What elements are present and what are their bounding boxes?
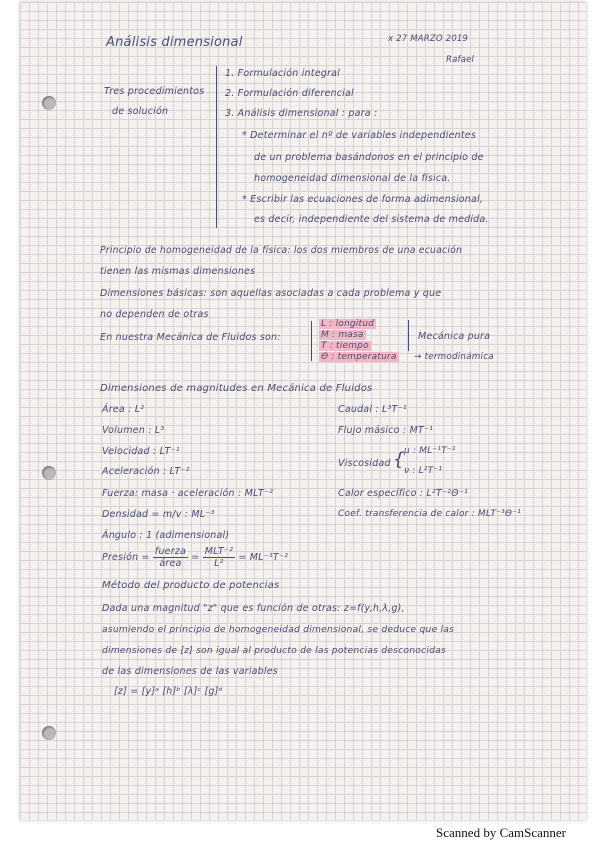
procedures-label-2: de solución	[112, 106, 169, 117]
bullet-1-line-3: homogeneidad dimensional de la física.	[254, 173, 451, 184]
magnitude-flujo-masico: Flujo másico : MT⁻¹	[338, 425, 434, 436]
magnitudes-heading: Dimensiones de magnitudes en Mecánica de Fluidos	[100, 383, 373, 394]
date: x 27 MARZO 2019	[388, 34, 469, 44]
bullet-1-line-1: * Determinar el nº de variables independientes	[242, 130, 476, 141]
magnitude-densidad: Densidad = m/v : ML⁻³	[102, 509, 215, 520]
presion-fraction-1: $\frac{\text{fuerza}}{\text{área}}$	[154, 546, 187, 569]
dimension-mass: M : masa	[321, 330, 364, 340]
author: Rafael	[446, 55, 475, 65]
presion-fraction-2: $\frac{\text{MLT⁻²}}{\text{L²}}$	[204, 546, 234, 569]
magnitude-calor-especifico: Calor específico : L²T⁻²Θ⁻¹	[338, 488, 469, 499]
viscosidad-brace: {	[393, 449, 405, 470]
magnitude-viscosidad: Viscosidad	[338, 458, 391, 469]
magnitude-area: Área : L²	[102, 404, 145, 415]
procedures-bracket	[216, 66, 223, 228]
dimension-temperature: Θ : temperatura	[321, 352, 397, 362]
bullet-1-line-2: de un problema basándonos en el principio de	[254, 152, 484, 163]
punch-hole	[42, 726, 56, 740]
punch-hole	[42, 466, 56, 480]
bullet-2-line-1: * Escribir las ecuaciones de forma adimensional,	[242, 194, 484, 205]
procedure-item-1: 1. Formulación integral	[225, 68, 340, 79]
principle-line-3: Dimensiones básicas: son aquellas asociadas a cada problema y que	[100, 288, 442, 299]
magnitude-aceleracion: Aceleración : LT⁻²	[102, 466, 190, 477]
principle-line-1: Principio de homogeneidad de la física: los dos miembros de una ecuación	[100, 245, 463, 256]
metodo-formula: [z] = [y]ᵃ [h]ᵇ [λ]ᶜ [g]ᵈ	[114, 686, 223, 697]
magnitude-angulo: Ángulo : 1 (adimensional)	[102, 530, 230, 541]
dimensions-bracket	[311, 321, 318, 361]
procedure-item-2: 2. Formulación diferencial	[225, 88, 354, 99]
principle-line-4: no dependen de otras	[100, 309, 209, 320]
metodo-line-2: asumiendo el principio de homogeneidad dimensional, se deduce que las	[102, 624, 455, 635]
mecanica-bracket	[408, 320, 415, 351]
metodo-line-3: dimensiones de [z] son igual al producto de las potencias desconocidas	[102, 645, 446, 656]
dimension-length: L : longitud	[321, 319, 375, 329]
metodo-line-4: de las dimensiones de las variables	[102, 666, 278, 677]
viscosidad-nu: ν : L²T⁻¹	[404, 466, 443, 476]
viscosidad-mu: μ : ML⁻¹T⁻¹	[404, 446, 456, 456]
bullet-2-line-2: es decir, independiente del sistema de medida.	[254, 214, 489, 225]
punch-hole	[42, 96, 56, 110]
principle-line-2: tienen las mismas dimensiones	[100, 266, 256, 277]
magnitude-caudal: Caudal : L³T⁻¹	[338, 404, 407, 415]
notebook-page	[20, 2, 586, 820]
dimension-time: T : tiempo	[321, 341, 369, 351]
scanner-watermark: Scanned by CamScanner	[436, 825, 566, 840]
magnitude-coef-transferencia: Coef. transferencia de calor : MLT⁻³Θ⁻¹	[338, 509, 521, 519]
mecanica-pura-label: Mecánica pura	[418, 331, 491, 342]
procedure-item-3: 3. Análisis dimensional : para :	[225, 108, 378, 119]
principle-line-5: En nuestra Mecánica de Fluidos son:	[100, 332, 281, 343]
magnitude-presion: Presión = $\frac{\text{fuerza}}{\text{área}}$ = $\frac{\text{MLT⁻²}}{\text{L²}}$ = ML⁻¹T⁻²	[102, 546, 289, 569]
metodo-line-1: Dada una magnitud "z" que es función de otras: z=f(y,h,λ,g),	[102, 603, 405, 614]
termodinamica-label: → termodinámica	[414, 352, 494, 362]
page-title: Análisis dimensional	[106, 35, 243, 50]
magnitude-volumen: Volumen : L³	[102, 425, 165, 436]
magnitude-velocidad: Velocidad : LT⁻¹	[102, 446, 180, 457]
metodo-heading: Método del producto de potencias	[102, 580, 280, 591]
magnitude-fuerza: Fuerza: masa · aceleración : MLT⁻²	[102, 488, 274, 499]
procedures-label-1: Tres procedimientos	[104, 86, 205, 97]
